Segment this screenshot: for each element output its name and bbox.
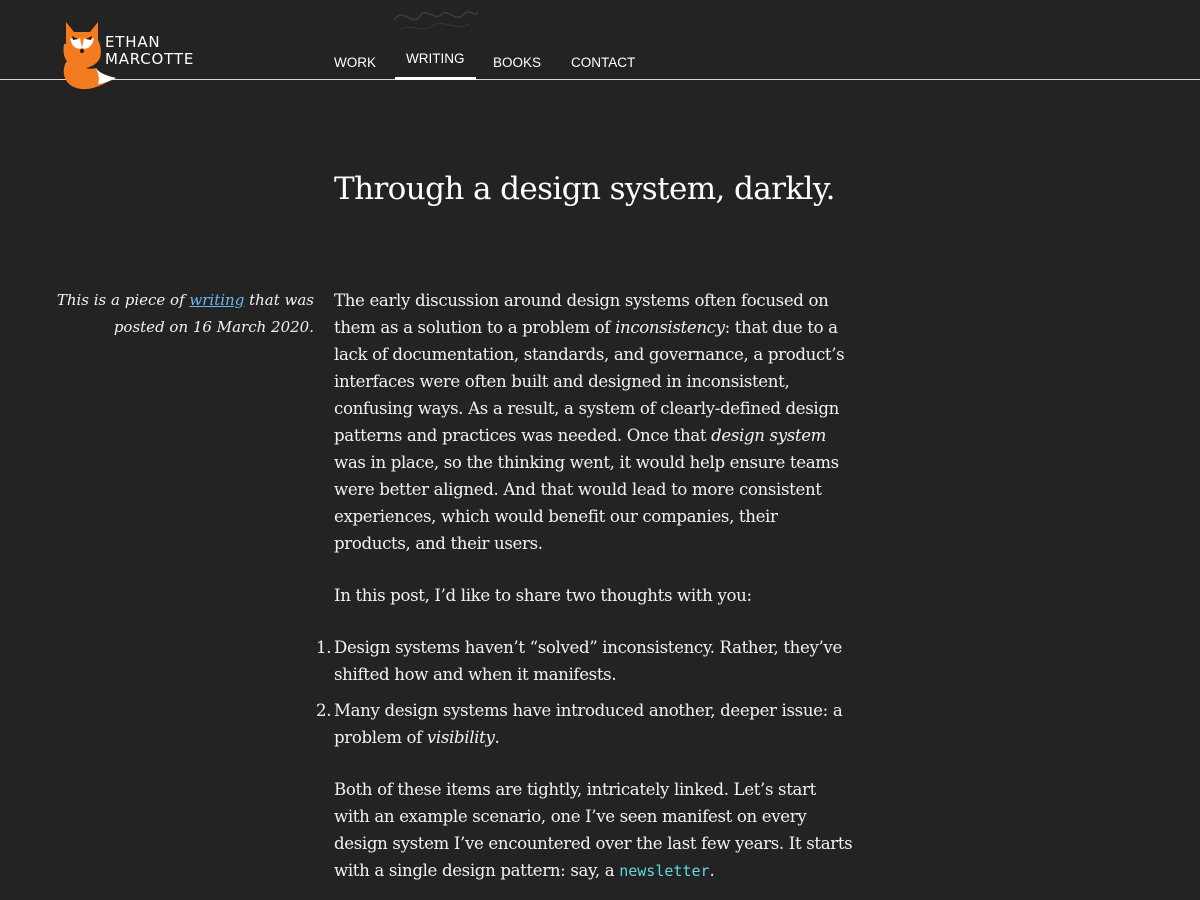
text-run: was in place, so the thinking went, it would help ensure teams were better aligned. And that would lead to more consistent experiences, which would benefit our companies, their products, and their users.: [334, 453, 839, 553]
post-body: [316, 287, 854, 900]
writing-link[interactable]: writing: [189, 291, 245, 309]
meta-prefix: This is a piece of: [56, 291, 190, 309]
paragraph-intro: [334, 287, 854, 557]
code-newsletter: newsletter: [619, 862, 710, 880]
post-meta: [40, 287, 314, 341]
list-number: 2.: [316, 701, 332, 720]
emphasis-inconsistency: inconsistency: [615, 318, 725, 337]
list-text: .: [494, 728, 500, 747]
nav-item-contact[interactable]: CONTACT: [571, 55, 636, 70]
nav-item-writing[interactable]: WRITING: [406, 51, 465, 66]
page-title: Through a design system, darkly.: [334, 171, 835, 207]
thoughts-list: [316, 634, 854, 751]
list-number: 1.: [316, 638, 332, 657]
site-logo[interactable]: [60, 18, 220, 92]
text-run: The early discussion around design systems often focused on them as a solution to a problem of: [334, 291, 829, 337]
text-run: .: [709, 861, 715, 880]
text-run: Both of these items are tightly, intricately linked. Let’s start with an example scenario, one I’ve seen manifest on every design system I’ve encountered over the last few years. It starts with a single design pattern: say, a: [334, 780, 853, 880]
decorative-flourish: [390, 0, 482, 36]
nav-item-books[interactable]: BOOKS: [493, 55, 542, 70]
list-text: Many design systems have introduced another, deeper issue: a problem of: [334, 701, 843, 747]
list-text: Design systems haven’t “solved” inconsistency. Rather, they’ve shifted how and when it manifests.: [334, 638, 842, 684]
list-item: [316, 634, 854, 688]
emphasis-design-system: design system: [711, 426, 827, 445]
paragraph-two-thoughts: In this post, I’d like to share two thoughts with you:: [334, 586, 752, 605]
nav-item-work[interactable]: WORK: [334, 55, 376, 70]
list-item: [316, 697, 854, 751]
paragraph-example: [334, 776, 854, 885]
logo-wordmark: [105, 34, 194, 68]
text-run: : that due to a lack of documentation, standards, and governance, a product’s interfaces were often built and designed in inconsistent, confusing ways. As a result, a system of clearly-defined design patterns and practices was needed. Once that: [334, 318, 845, 445]
logo-line-marcotte: MARCOTTE: [105, 50, 195, 68]
meta-suffix: that was posted on 16 March 2020.: [113, 291, 314, 336]
logo-line-ethan: ETHAN: [105, 33, 161, 51]
emphasis-visibility: visibility: [426, 728, 495, 747]
